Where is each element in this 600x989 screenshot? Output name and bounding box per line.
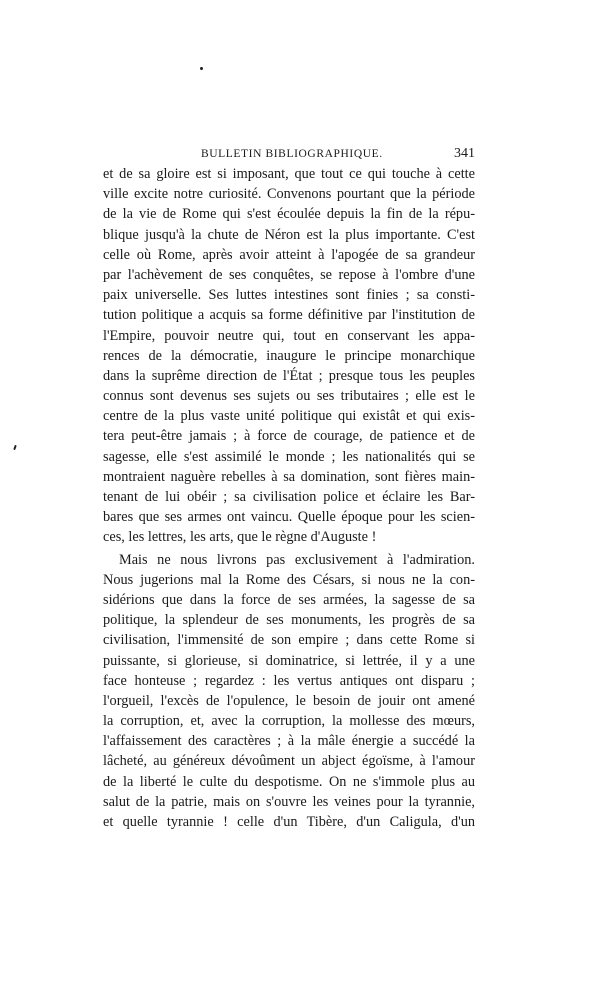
text-line: par l'achèvement de ses conquêtes, se repose à l'ombre d'une bbox=[103, 266, 475, 283]
text-line: face honteuse ; regardez : les vertus antiques ont disparu ; bbox=[103, 672, 475, 689]
text-line: sidérions que dans la force de ses armées, la sagesse de sa bbox=[103, 591, 475, 608]
ink-speck bbox=[200, 67, 203, 70]
text-line: dans la suprême direction de l'État ; presque tous les peuples bbox=[103, 367, 475, 384]
text-line: paix universelle. Ses luttes intestines sont finies ; sa consti- bbox=[103, 287, 475, 304]
ink-speck bbox=[13, 445, 17, 450]
text-line: tenant de lui obéir ; sa civilisation police et éclaire les Bar- bbox=[103, 489, 475, 505]
text-line: puissante, si glorieuse, si dominatrice, si lettrée, il y a une bbox=[103, 652, 475, 669]
running-head: BULLETIN BIBLIOGRAPHIQUE. bbox=[201, 148, 383, 160]
text-line: centre de la plus vaste unité politique qui existât et qui exis- bbox=[103, 408, 475, 425]
text-line: salut de la patrie, mais on s'ouvre les veines pour la tyrannie, bbox=[103, 793, 475, 810]
text-line: Nous jugerions mal la Rome des Césars, si nous ne la con- bbox=[103, 571, 475, 588]
text-line: blique jusqu'à la chute de Néron est la plus importante. C'est bbox=[103, 226, 475, 243]
text-line: tution politique a acquis sa forme définitive par l'institution de bbox=[103, 307, 475, 324]
text-line: l'affaissement des caractères ; à la mâle énergie a succédé la bbox=[103, 733, 475, 750]
text-line: lâcheté, au généreux dévoûment un abject égoïsme, à l'amour bbox=[103, 753, 475, 770]
text-line: sagesse, elle s'est assimilé le monde ; les nationalités qui se bbox=[103, 448, 475, 465]
text-line: tera peut-être jamais ; à force de courage, de patience et de bbox=[103, 428, 475, 445]
text-line: bares que ses armes ont vaincu. Quelle époque pour les scien- bbox=[103, 509, 475, 526]
page-header bbox=[103, 146, 475, 164]
body-text bbox=[103, 164, 475, 832]
text-line: l'orgueil, l'excès de l'opulence, le besoin de jouir ont amené bbox=[103, 692, 475, 709]
text-line: et quelle tyrannie ! celle d'un Tibère, d'un Caligula, d'un bbox=[103, 814, 475, 830]
text-line: civilisation, l'immensité de son empire ; dans cette Rome si bbox=[103, 632, 475, 649]
text-line: de la liberté le culte du despotisme. On ne s'immole plus au bbox=[103, 773, 475, 790]
paragraph-1 bbox=[103, 164, 475, 548]
text-line: l'Empire, pouvoir neutre qui, tout en conservant les appa- bbox=[103, 327, 475, 344]
text-line: ces, les lettres, les arts, que le règne d'Auguste ! bbox=[103, 529, 377, 546]
text-line: rences de la démocratie, inaugure le principe monarchique bbox=[103, 347, 475, 364]
text-line: celle où Rome, après avoir atteint à l'apogée de sa grandeur bbox=[103, 246, 475, 263]
paragraph-2 bbox=[103, 550, 475, 833]
text-line: ville excite notre curiosité. Convenons pourtant que la période bbox=[103, 186, 475, 203]
text-line: de la vie de Rome qui s'est écoulée depuis la fin de la répu- bbox=[103, 206, 475, 223]
page-number: 341 bbox=[454, 146, 475, 161]
text-line: la corruption, et, avec la corruption, la mollesse des mœurs, bbox=[103, 713, 475, 730]
text-line: et de sa gloire est si imposant, que tout ce qui touche à cette bbox=[103, 166, 475, 182]
text-line: connus sont devenus ses sujets ou ses tributaires ; elle est le bbox=[103, 388, 475, 405]
text-line: Mais ne nous livrons pas exclusivement à l'admiration. bbox=[119, 551, 475, 568]
text-line: montraient naguère rebelles à sa domination, sont fières main- bbox=[103, 468, 475, 485]
text-line: politique, la splendeur de ses monuments, les progrès de sa bbox=[103, 612, 475, 629]
